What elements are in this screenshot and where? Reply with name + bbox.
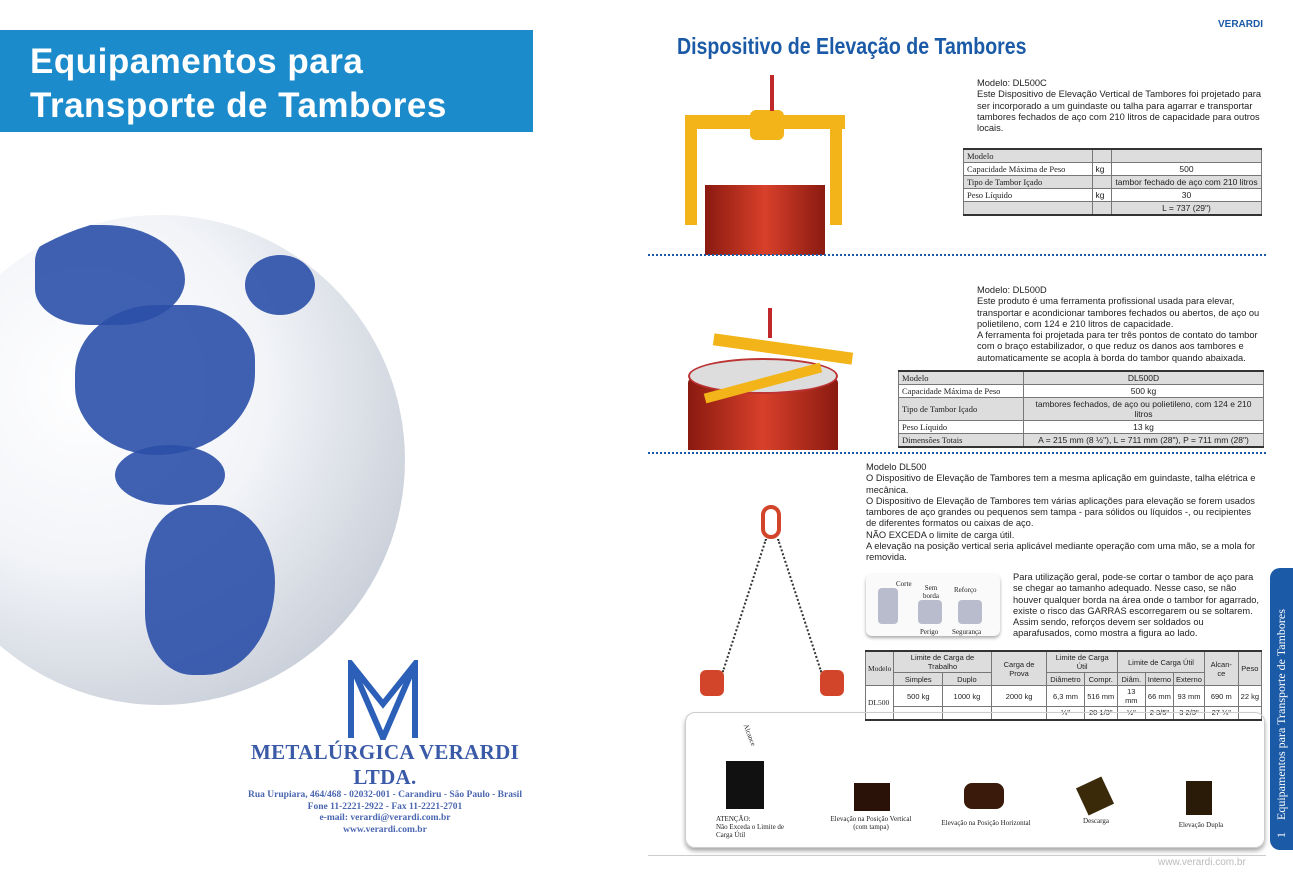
cell: tambor fechado de aço com 210 litros: [1112, 176, 1262, 189]
th-interno: Interno: [1145, 673, 1173, 686]
caption-dupla: Elevação Dupla: [1178, 821, 1224, 829]
table-row: [866, 686, 1262, 707]
th-compr: Compr.: [1084, 673, 1117, 686]
section-divider: [648, 452, 1266, 454]
dl500c-desc: Este Dispositivo de Elevação Vertical de Tambores foi projetado para ser incorporado a um guindaste ou talha para agarrar e transportar tambores fechados de aço com 210 litros de capacidade para outros locais.: [977, 89, 1262, 134]
th-prova: Carga de Prova: [991, 651, 1047, 686]
label-perigo: Perigo: [920, 628, 939, 636]
dl500d-spec-table: [898, 370, 1264, 448]
cell: Capacidade Máxima de Peso: [899, 385, 1024, 398]
dl500d-image: [683, 308, 863, 450]
cell: Dimensões Totais: [899, 434, 1024, 448]
label-alcance: Alcance: [741, 722, 758, 748]
cell: ¼": [1047, 707, 1084, 720]
dl500-p1: O Dispositivo de Elevação de Tambores tem a mesma aplicação em guindaste, talha elétrica e mecânica.: [866, 473, 1256, 495]
company-logo: [345, 660, 421, 740]
cell: 93 mm: [1174, 686, 1205, 707]
th-alcance: Alcan-ce: [1204, 651, 1238, 686]
cell: 66 mm: [1145, 686, 1173, 707]
dl500d-desc2: A ferramenta foi projetada para ter três pontos de contato do tambor com o braço estabilizador, o que reduz os danos aos tambores e automaticamente se acopla à borda do tambor quando abaixada.: [977, 330, 1258, 363]
cell: 500 kg: [1024, 385, 1264, 398]
company-website[interactable]: www.verardi.com.br: [343, 824, 427, 835]
label-sem-borda: Sem borda: [923, 584, 939, 600]
cell: kg: [1092, 163, 1111, 176]
dl500-model: Modelo DL500: [866, 462, 927, 472]
atencao-text: Não Exceda o Limite de Carga Útil: [716, 823, 785, 839]
dl500-p3: NÃO EXCEDA o limite de carga útil.: [866, 529, 1015, 540]
th-modelo: Modelo: [866, 651, 894, 686]
cell: 2 3/5": [1145, 707, 1173, 720]
dl500c-model: Modelo: DL500C: [977, 78, 1047, 88]
dl500c-image: [680, 75, 860, 255]
cell: 3 2/3": [1174, 707, 1205, 720]
cell-model: DL500: [866, 686, 894, 720]
company-address: Rua Urupiara, 464/468 - 02032-001 - Carandiru - São Paulo - Brasil: [248, 790, 522, 800]
cell: 27 ¼": [1204, 707, 1238, 720]
dl500-note: Para utilização geral, pode-se cortar o tambor de aço para se chegar ao tamanho adequado. Nesse caso, se não houver qualquer borda na área onde o tambor for agarrado, existe o risco das GARRAS escorregarem ou se soltarem. Assim sendo, reforços devem ser soldados ou aparafusados, como mostra a figura ao lado.: [1013, 572, 1260, 639]
puzzle-globe-frame: [0, 215, 405, 705]
th-diam: Diâm.: [1117, 673, 1145, 686]
th-duplo: Duplo: [943, 673, 991, 686]
dl500-p4: A elevação na posição vertical seria aplicável mediante operação com uma mão, se a mola for removida.: [866, 541, 1256, 563]
banner-line-2: Transporte de Tambores: [30, 86, 447, 125]
cell: 500 kg: [894, 686, 943, 707]
label-reforco: Reforço: [954, 586, 977, 594]
cell: L = 737 (29"): [1112, 202, 1262, 216]
company-name: METALÚRGICA VERARDI LTDA.: [250, 740, 520, 789]
atencao-title: ATENÇÃO:: [716, 815, 751, 823]
dl500-p2: O Dispositivo de Elevação de Tambores tem várias aplicações para elevação se forem usados tambores de aço grandes ou pequenos sem tampa - para sólidos ou líquidos -, ou recipientes de diferentes formatos ou caixas de aço.: [866, 495, 1255, 529]
cell: 13 kg: [1024, 421, 1264, 434]
cell: 690 m: [1204, 686, 1238, 707]
cell: Capacidade Máxima de Peso: [964, 163, 1093, 176]
page-number: 1: [1274, 832, 1288, 838]
cell: Peso Líquido: [964, 189, 1093, 202]
caption-horizontal: Elevação na Posição Horizontal: [941, 819, 1031, 827]
page-title: Dispositivo de Elevação de Tambores: [677, 33, 1027, 59]
dl500c-spec-table: [963, 148, 1262, 216]
cell: Tipo de Tambor Içado: [964, 176, 1093, 189]
cover-banner: [0, 30, 533, 132]
cell: Modelo: [964, 149, 1093, 163]
cell: ½": [1117, 707, 1145, 720]
label-corte: Corte: [896, 580, 912, 588]
cell: Peso Líquido: [899, 421, 1024, 434]
brand-header: VERARDI: [1218, 19, 1264, 30]
cell: Tipo de Tambor Içado: [899, 398, 1024, 421]
side-tab-text: [1274, 609, 1289, 838]
th-lcu1: Limite de Carga Útil: [1047, 651, 1118, 673]
dl500-chain-image: [695, 505, 845, 705]
cell: Modelo: [899, 371, 1024, 385]
section-divider: [648, 254, 1266, 256]
footer-url[interactable]: www.verardi.com.br: [1158, 857, 1246, 868]
cell: A = 215 mm (8 ½"), L = 711 mm (28"), P = 711 mm (28"): [1024, 434, 1264, 448]
dl500d-model: Modelo: DL500D: [977, 285, 1047, 295]
cell: 500: [1112, 163, 1262, 176]
drum-cut-figure: [866, 574, 1000, 636]
dl500-spec-table: [865, 650, 1262, 721]
label-seguranca: Segurança: [952, 628, 982, 636]
puzzle-globe-image: [0, 215, 405, 705]
caption-vertical: Elevação na Posição Vertical (com tampa): [830, 815, 912, 831]
th-externo: Externo: [1174, 673, 1205, 686]
drum-box-illustration: [726, 761, 764, 809]
cell: 20 1/3": [1084, 707, 1117, 720]
th-diametro: Diâmetro: [1047, 673, 1084, 686]
dl500-description: [866, 462, 1261, 564]
th-peso: Peso: [1238, 651, 1261, 686]
cell: 13 mm: [1117, 686, 1145, 707]
company-email[interactable]: e-mail: verardi@verardi.com.br: [319, 813, 451, 823]
dl500d-description: [977, 285, 1262, 364]
cell: DL500D: [1024, 371, 1264, 385]
company-phone: Fone 11-2221-2922 - Fax 11-2221-2701: [307, 801, 463, 812]
footer-rule: [648, 855, 1266, 856]
th-lcu2: Limite de Carga Útil: [1117, 651, 1204, 673]
cell: 516 mm: [1084, 686, 1117, 707]
side-tab-label: Equipamentos para Transporte de Tambores: [1274, 609, 1288, 820]
cell: tambores fechados, de aço ou polietileno, com 124 e 210 litros: [1024, 398, 1264, 421]
cell: 6,3 mm: [1047, 686, 1084, 707]
usage-illustrations-panel: [685, 712, 1265, 848]
caption-atencao: [716, 815, 796, 839]
cell: 2000 kg: [991, 686, 1047, 707]
company-info: [230, 740, 540, 836]
cell: 30: [1112, 189, 1262, 202]
dl500c-description: [977, 78, 1262, 134]
th-lct: Limite de Carga de Trabalho: [894, 651, 991, 673]
dl500d-desc: Este produto é uma ferramenta profissional usada para elevar, transportar e acondicionar tambores fechados ou abertos, de aço ou polietileno, com 124 e 210 litros de capacidade.: [977, 296, 1260, 329]
th-simples: Simples: [894, 673, 943, 686]
cell: kg: [1092, 189, 1111, 202]
banner-line-1: Equipamentos para: [30, 42, 364, 81]
cell: 1000 kg: [943, 686, 991, 707]
caption-descarga: Descarga: [1083, 817, 1109, 825]
cell: 22 kg: [1238, 686, 1261, 707]
